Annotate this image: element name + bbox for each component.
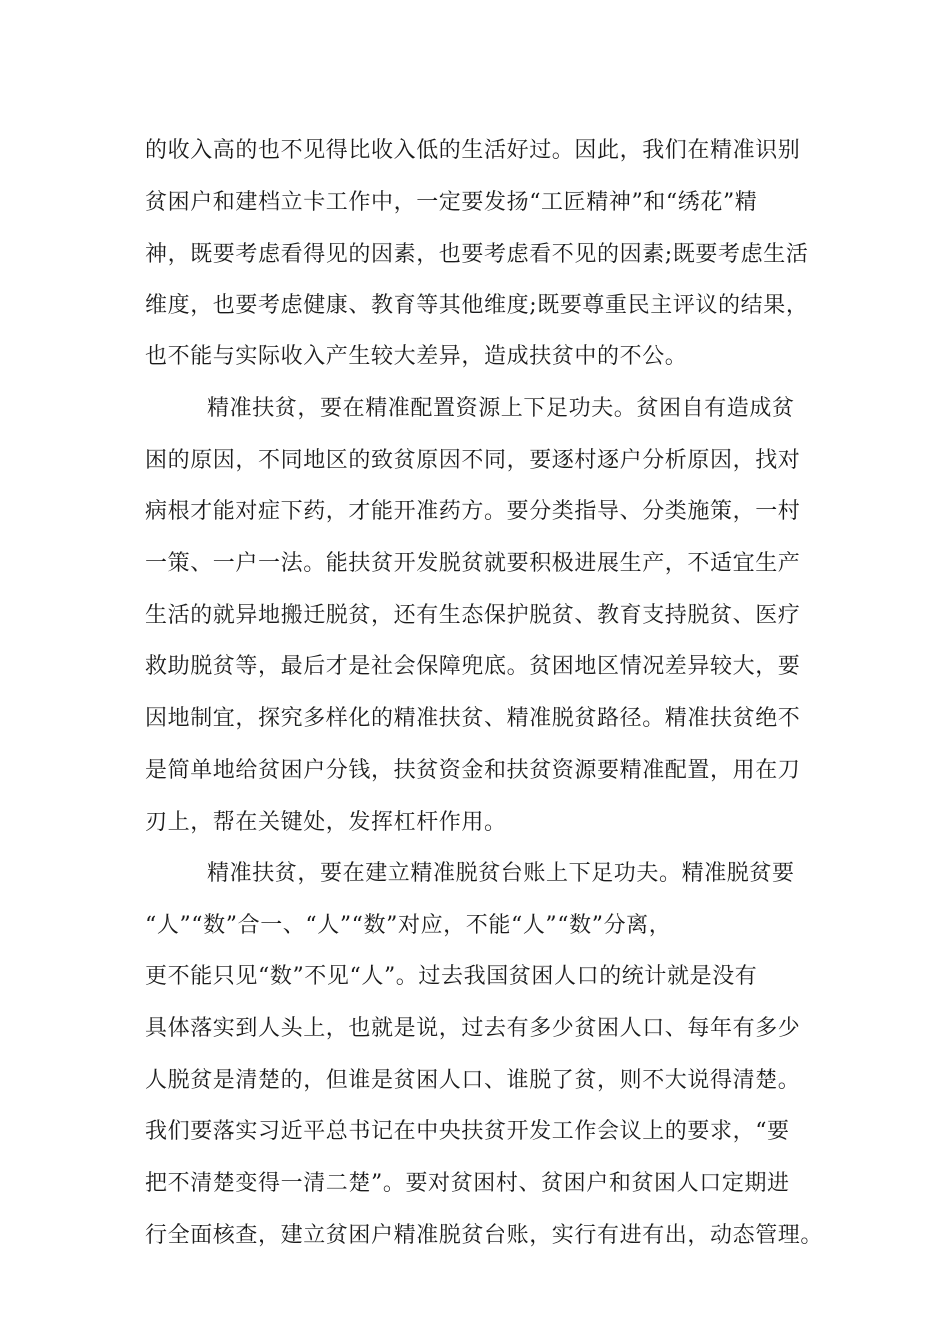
text-line: 我们要落实习近平总书记在中央扶贫开发工作会议上的要求，“要 bbox=[145, 1119, 790, 1144]
text-line: “人”“数”合一、“人”“数”对应，不能“人”“数”分离， bbox=[145, 913, 672, 938]
text-line: 刃上，帮在关键处，发挥杠杆作用。 bbox=[145, 810, 507, 835]
text-line: 把不清楚变得一清二楚”。要对贫困村、贫困户和贫困人口定期进 bbox=[145, 1171, 790, 1196]
text-line: 是简单地给贫困户分钱，扶贫资金和扶贫资源要精准配置，用在刀 bbox=[145, 758, 801, 783]
text-line: 困的原因，不同地区的致贫原因不同，要逐村逐户分析原因，找对 bbox=[145, 448, 801, 473]
text-line: 救助脱贫等，最后才是社会保障兜底。贫困地区情况差异较大，要 bbox=[145, 654, 801, 679]
text-line: 维度，也要考虑健康、教育等其他维度;既要尊重民主评议的结果， bbox=[145, 293, 809, 318]
text-line: 生活的就异地搬迁脱贫，还有生态保护脱贫、教育支持脱贫、医疗 bbox=[145, 603, 801, 628]
text-line: 的收入高的也不见得比收入低的生活好过。因此，我们在精准识别 bbox=[145, 138, 801, 163]
text-line: 行全面核查，建立贫困户精准脱贫台账，实行有进有出，动态管理。 bbox=[145, 1223, 824, 1248]
text-line: 具体落实到人头上，也就是说，过去有多少贫困人口、每年有多少 bbox=[145, 1016, 801, 1041]
text-line: 贫困户和建档立卡工作中，一定要发扬“工匠精神”和“绣花”精 bbox=[145, 190, 758, 215]
paragraph-first-line: 精准扶贫，要在建立精准脱贫台账上下足功夫。精准脱贫要 bbox=[207, 861, 795, 886]
text-line: 病根才能对症下药，才能开准药方。要分类指导、分类施策，一村 bbox=[145, 499, 801, 524]
text-line: 因地制宜，探究多样化的精准扶贫、精准脱贫路径。精准扶贫绝不 bbox=[145, 706, 801, 731]
text-line: 一策、一户一法。能扶贫开发脱贫就要积极进展生产，不适宜生产 bbox=[145, 551, 801, 576]
text-line: 神，既要考虑看得见的因素，也要考虑看不见的因素;既要考虑生活 bbox=[145, 242, 809, 267]
paragraph-first-line: 精准扶贫，要在精准配置资源上下足功夫。贫困自有造成贫 bbox=[207, 396, 795, 421]
text-line: 更不能只见“数”不见“人”。过去我国贫困人口的统计就是没有 bbox=[145, 964, 758, 989]
text-line: 也不能与实际收入产生较大差异，造成扶贫中的不公。 bbox=[145, 344, 688, 369]
text-line: 人脱贫是清楚的，但谁是贫困人口、谁脱了贫，则不大说得清楚。 bbox=[145, 1068, 801, 1093]
